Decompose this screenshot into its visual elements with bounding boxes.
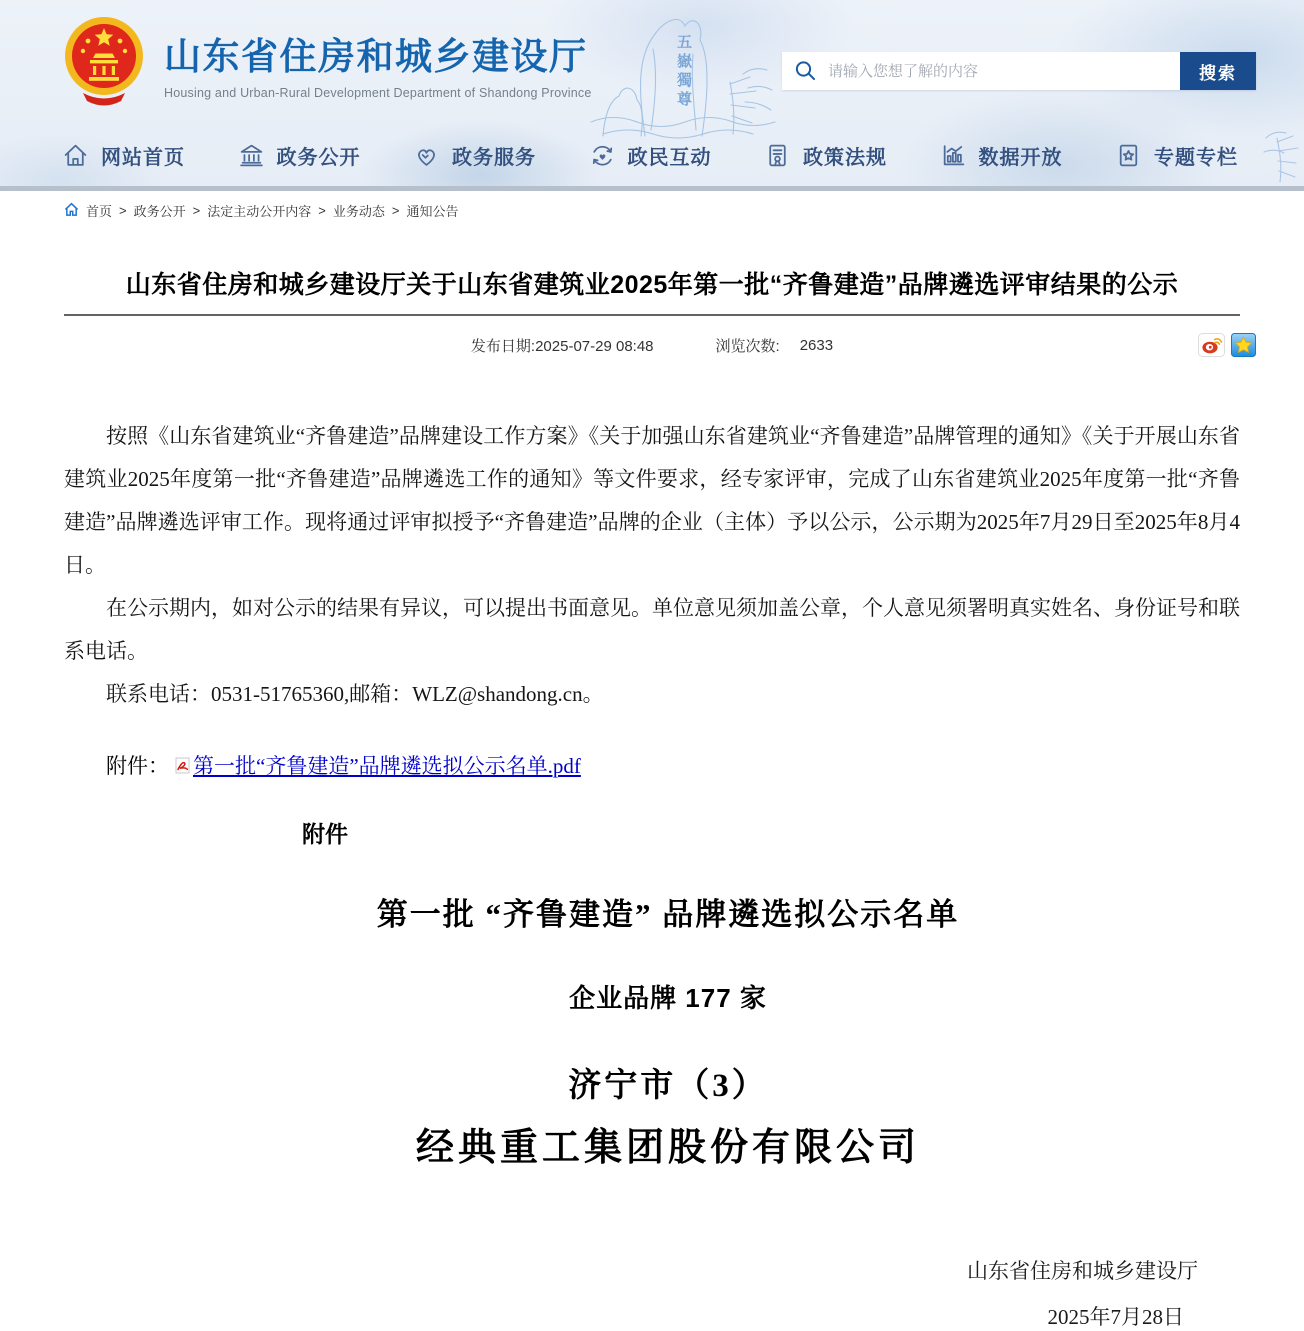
nav-item-label: 专题专栏 — [1154, 147, 1238, 169]
search-icon — [782, 59, 828, 83]
share-buttons — [1198, 333, 1256, 357]
nav-item-label: 政民互动 — [627, 147, 712, 169]
breadcrumb-separator: > — [192, 202, 201, 218]
search-button[interactable]: 搜索 — [1180, 52, 1256, 90]
preview-city-line: 济宁市（3） — [568, 1068, 768, 1104]
site-brand[interactable] — [62, 14, 592, 111]
article-meta — [64, 330, 1240, 360]
site-subtitle: Housing and Urban-Rural Development Department of Shandong Province — [164, 85, 592, 100]
data-chart-icon — [940, 142, 967, 169]
breadcrumb-link-business-updates[interactable]: 业务动态 — [332, 203, 385, 219]
nav-item-label: 数据开放 — [978, 147, 1063, 169]
weibo-share-icon[interactable] — [1198, 333, 1225, 357]
national-emblem-icon — [62, 14, 146, 111]
nav-item-label: 政务公开 — [276, 147, 361, 169]
policy-document-icon — [764, 142, 791, 169]
decor-seal-text: 五嶽獨尊 — [675, 34, 691, 110]
nav-item-policies[interactable] — [764, 141, 887, 170]
tree-watercolor-decoration — [1256, 118, 1302, 189]
nav-item-open-data[interactable] — [940, 141, 1063, 170]
attachment-row — [64, 750, 1240, 780]
breadcrumb — [0, 191, 1304, 229]
paragraph-1: 按照《山东省建筑业“齐鲁建造”品牌建设工作方案》《关于加强山东省建筑业“齐鲁建造”品牌管理的通知》《关于开展山东省建筑业2025年度第一批“齐鲁建造”品牌遴选工作的通知》等文件要求，经专家评审，完成了山东省建筑业2025年度第一批“齐鲁建造”品牌遴选评审工作。现将通过评审拟授予“齐鲁建造”品牌的企业（主体）予以公示，公示期为2025年7月29日至2025年8月4日。 — [64, 424, 1240, 577]
interaction-arrows-heart-icon — [589, 142, 616, 169]
preview-doc-subtitle: 企业品牌 177 家 — [569, 983, 767, 1013]
breadcrumb-link-statutory-content[interactable]: 法定主动公开内容 — [207, 203, 312, 219]
signature-org: 山东省住房和城乡建设厅 — [967, 1259, 1198, 1283]
title-divider — [64, 314, 1240, 316]
attachment-preview — [96, 816, 1240, 1171]
paragraph-2: 在公示期内，如对公示的结果有异议，可以提出书面意见。单位意见须加盖公章，个人意见须署明真实姓名、身份证号和联系电话。 — [64, 596, 1240, 663]
publish-date-value: 2025-07-29 08:48 — [535, 337, 654, 355]
search-input[interactable] — [828, 52, 1180, 90]
main-nav — [62, 141, 1238, 170]
home-icon — [62, 142, 89, 169]
breadcrumb-link-gov-disclosure[interactable]: 政务公开 — [133, 203, 186, 219]
site-header — [0, 0, 1304, 191]
views-count: 2633 — [799, 336, 834, 354]
paragraph-3: 联系电话：0531-51765360,邮箱：WLZ@shandong.cn。 — [106, 682, 604, 706]
preview-attachment-heading: 附件 — [302, 822, 348, 847]
breadcrumb-home-icon — [64, 202, 79, 219]
publish-date-label: 发布日期: — [470, 337, 536, 355]
signature-block — [64, 1255, 1240, 1331]
breadcrumb-separator: > — [119, 202, 127, 218]
qzone-share-icon[interactable] — [1231, 333, 1256, 357]
attachment-link[interactable]: 第一批“齐鲁建造”品牌遴选拟公示名单.pdf — [193, 754, 581, 778]
preview-doc-title: 第一批 “齐鲁建造” 品牌遴选拟公示名单 — [376, 897, 960, 932]
mountain-watercolor-decoration — [583, 4, 793, 142]
breadcrumb-link-notices[interactable]: 通知公告 — [406, 203, 459, 219]
nav-item-gov-services[interactable] — [413, 141, 536, 170]
attachment-label: 附件： — [106, 754, 169, 778]
government-building-icon — [238, 142, 265, 169]
views-label: 浏览次数: — [715, 337, 780, 355]
breadcrumb-separator: > — [391, 202, 400, 218]
nav-item-label: 政务服务 — [452, 147, 536, 169]
breadcrumb-separator: > — [318, 202, 326, 218]
nav-item-public-interaction[interactable] — [589, 141, 712, 170]
nav-item-label: 政策法规 — [803, 147, 887, 169]
site-search — [782, 52, 1256, 90]
nav-item-gov-disclosure[interactable] — [238, 141, 361, 170]
preview-company-line: 经典重工集团股份有限公司 — [415, 1127, 920, 1169]
nav-item-label: 网站首页 — [101, 147, 185, 169]
article-title: 山东省住房和城乡建设厅关于山东省建筑业2025年第一批“齐鲁建造”品牌遴选评审结果的公示 — [125, 271, 1179, 299]
article-body — [64, 415, 1240, 716]
handshake-heart-icon — [413, 142, 440, 169]
site-title: 山东省住房和城乡建设厅 — [164, 35, 588, 77]
article — [0, 269, 1304, 1331]
nav-item-special-topics[interactable] — [1115, 141, 1238, 170]
pdf-file-icon — [175, 757, 190, 774]
brand-text — [164, 26, 592, 100]
signature-date: 2025年7月28日 — [1047, 1305, 1184, 1329]
nav-item-home[interactable] — [62, 141, 185, 170]
breadcrumb-link-home[interactable]: 首页 — [86, 203, 113, 219]
publish-date — [471, 335, 654, 356]
starred-page-icon — [1115, 142, 1142, 169]
